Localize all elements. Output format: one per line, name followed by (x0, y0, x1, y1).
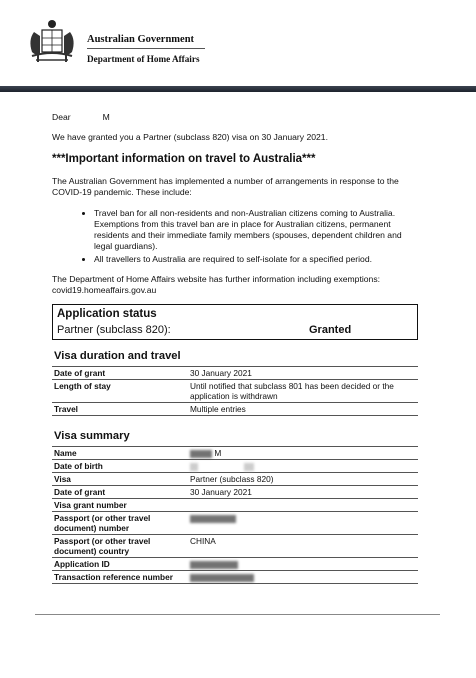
row-key: Length of stay (52, 380, 188, 403)
application-status-box (52, 304, 418, 340)
status-title: Application status (57, 308, 157, 320)
row-value: Partner (subclass 820) (188, 473, 418, 486)
table-row (52, 571, 418, 584)
row-value (188, 499, 418, 512)
header-divider (87, 48, 205, 49)
table-row (52, 380, 418, 403)
coat-of-arms-icon (24, 18, 80, 66)
name-value: M (214, 448, 222, 458)
row-key: Visa (52, 473, 188, 486)
redacted-mark (190, 515, 236, 523)
row-key: Date of grant (52, 486, 188, 499)
row-key: Passport (or other travel document) country (52, 535, 188, 558)
redacted-mark (190, 450, 212, 458)
covid-website-link[interactable]: covid19.homeaffairs.gov.au (52, 285, 157, 295)
travel-bullets (52, 208, 412, 267)
salutation (52, 112, 110, 123)
table-row (52, 535, 418, 558)
website-note-text: The Department of Home Affairs website has further information including exemptions: (52, 274, 380, 284)
table-row (52, 512, 418, 535)
row-value: Multiple entries (188, 403, 418, 416)
row-key: Date of birth (52, 460, 188, 473)
website-note (52, 274, 422, 296)
summary-heading: Visa summary (54, 430, 130, 442)
table-row (52, 447, 418, 460)
footer-divider (35, 614, 440, 615)
letterhead (0, 0, 476, 88)
status-label: Partner (subclass 820): (57, 324, 171, 336)
department-name: Department of Home Affairs (87, 54, 200, 64)
row-value (188, 558, 418, 571)
row-value (188, 460, 418, 473)
row-value: CHINA (188, 535, 418, 558)
salutation-text: Dear (52, 112, 71, 122)
table-row (52, 460, 418, 473)
row-key: Application ID (52, 558, 188, 571)
row-value: 30 January 2021 (188, 486, 418, 499)
table-row (52, 558, 418, 571)
row-value: 30 January 2021 (188, 367, 418, 380)
table-row (52, 473, 418, 486)
bullet-item: • Travel ban for all non-residents and non-Australian citizens coming to Australia. Exemptions from this travel ban are in place for Australian citizens, permanent residents and their immediate family members (spouses, dependent children and legal guardians). (94, 208, 412, 252)
table-row (52, 403, 418, 416)
travel-heading: ***Important information on travel to Australia*** (52, 153, 316, 165)
duration-table (52, 366, 418, 416)
row-value (188, 512, 418, 535)
summary-table (52, 446, 418, 584)
header-bar (0, 86, 476, 92)
bullet-item: • All travellers to Australia are required to self-isolate for a specified period. (94, 254, 412, 265)
duration-heading: Visa duration and travel (54, 350, 181, 362)
row-key: Travel (52, 403, 188, 416)
redacted-mark (190, 561, 238, 569)
table-row (52, 367, 418, 380)
row-value (188, 571, 418, 584)
intro-paragraph: The Australian Government has implemented a number of arrangements in response to the COVID-19 pandemic. These include: (52, 176, 399, 197)
status-value: Granted (309, 324, 352, 336)
redacted-mark (190, 574, 254, 582)
row-key: Transaction reference number (52, 571, 188, 584)
table-row (52, 486, 418, 499)
row-key: Visa grant number (52, 499, 188, 512)
salutation-name: M (102, 112, 110, 122)
redacted-mark (244, 463, 254, 471)
redacted-mark (190, 463, 198, 471)
row-value (188, 447, 418, 460)
row-value: Until notified that subclass 801 has been decided or the application is withdrawn (188, 380, 418, 403)
table-row (52, 499, 418, 512)
row-key: Passport (or other travel document) number (52, 512, 188, 535)
row-key: Date of grant (52, 367, 188, 380)
government-name: Australian Government (87, 34, 195, 45)
grant-sentence: We have granted you a Partner (subclass 820) visa on 30 January 2021. (52, 132, 328, 142)
row-key: Name (52, 447, 188, 460)
